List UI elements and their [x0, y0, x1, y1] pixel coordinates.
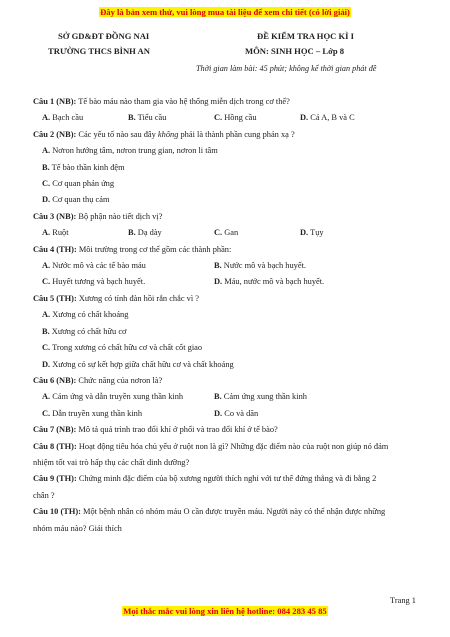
q6-option-d: D. Co và dãn	[214, 408, 259, 418]
question-2: Câu 2 (NB): Các yếu tố nào sau đây không phải là thành phần cung phản xạ ?	[33, 129, 295, 139]
q6-options-row1	[33, 389, 423, 405]
q6-options-row2	[33, 406, 423, 422]
dept-name: SỞ GD&ĐT ĐỒNG NAI	[58, 31, 150, 41]
question-8-cont: nhiệm tốt vai trò hấp thụ các chất dinh dưỡng?	[33, 457, 190, 467]
q2-label: Câu 2 (NB):	[33, 129, 77, 139]
q4-option-b: B. Nước mô và bạch huyết.	[214, 261, 307, 271]
question-4: Câu 4 (TH): Môi trường trong cơ thể gồm các thành phần:	[33, 244, 232, 254]
q1-option-c: C. Hồng cầu	[214, 113, 257, 123]
question-5: Câu 5 (TH): Xương có tính đàn hồi rắn chắc vì ?	[33, 293, 199, 303]
subject-title: MÔN: SINH HỌC – Lớp 8	[245, 46, 345, 56]
q6-option-c: C. Dẫn truyền xung thần kinh	[42, 408, 143, 418]
q1-option-d: D. Cả A, B và C	[300, 113, 355, 123]
bottom-banner	[0, 606, 450, 616]
q2-option-b: B. Tế bào thần kinh đệm	[42, 162, 125, 172]
q9-label: Câu 9 (TH):	[33, 474, 77, 484]
question-3: Câu 3 (NB): Bộ phận nào tiết dịch vị?	[33, 211, 163, 221]
question-9-cont: chân ?	[33, 490, 55, 500]
top-banner	[0, 7, 450, 17]
question-9: Câu 9 (TH): Chứng minh đặc điểm của bộ xương người thích nghi với tư thế đứng thẳng và đi bằng 2	[33, 474, 377, 484]
q4-option-c: C. Huyết tương và bạch huyết.	[42, 277, 146, 287]
q4-options-row1	[33, 258, 423, 274]
question-7: Câu 7 (NB): Mô tả quá trình trao đổi khí ở phổi và trao đổi khí ở tế bào?	[33, 425, 278, 435]
q1-text: Tế bào máu nào tham gia vào hệ thống miễn dịch trong cơ thể?	[76, 97, 290, 106]
question-1	[33, 94, 423, 110]
q4-options-row2	[33, 274, 423, 290]
q5-option-a: A. Xương có chất khoáng	[42, 310, 129, 320]
q6-label: Câu 6 (NB):	[33, 375, 77, 385]
q3-label: Câu 3 (NB):	[33, 211, 77, 221]
bottom-banner-text: Mọi thắc mắc vui lòng xin liên hệ hotline: 084 283 45 85	[123, 606, 327, 616]
q4-option-a: A. Nước mô và các tế bào máu	[42, 261, 146, 271]
q3-options	[33, 225, 423, 241]
q5-label: Câu 5 (TH):	[33, 293, 77, 303]
q3-option-b: B. Dạ dày	[128, 228, 162, 238]
q10-label: Câu 10 (TH):	[33, 507, 81, 517]
q3-option-a: A. Ruột	[42, 228, 69, 238]
q5-option-b: B. Xương có chất hữu cơ	[42, 326, 127, 336]
q8-label: Câu 8 (TH):	[33, 441, 77, 451]
q1-option-a: A. Bạch cầu	[42, 113, 84, 123]
q4-label: Câu 4 (TH):	[33, 244, 77, 254]
q2-option-c: C. Cơ quan phản ứng	[42, 179, 115, 189]
q5-option-c: C. Trong xương có chất hữu cơ và chất cốt giao	[42, 343, 203, 353]
q3-option-d: D. Tụy	[300, 228, 324, 238]
question-10-cont: nhóm máu nào? Giải thích	[33, 523, 122, 533]
question-10: Câu 10 (TH): Một bệnh nhân có nhóm máu O cần được truyền máu. Người này có thể nhận được những	[33, 507, 386, 517]
question-8: Câu 8 (TH): Hoạt động tiêu hóa chủ yếu ở ruột non là gì? Những đặc điểm nào của ruột non giúp nó đảm	[33, 441, 389, 451]
q7-label: Câu 7 (NB):	[33, 425, 77, 435]
question-list	[33, 94, 423, 537]
school-name: TRƯỜNG THCS BÌNH AN	[48, 46, 150, 56]
q1-option-b: B. Tiểu cầu	[128, 113, 167, 123]
q3-option-c: C. Gan	[214, 228, 239, 238]
q1-options	[33, 110, 423, 126]
q6-option-b: B. Cảm ứng xung thần kinh	[214, 392, 307, 402]
exam-title: ĐỀ KIỂM TRA HỌC KÌ I	[257, 31, 355, 41]
q2-option-d: D. Cơ quan thụ cảm	[42, 195, 110, 205]
q4-option-d: D. Máu, nước mô và bạch huyết.	[214, 277, 325, 287]
time-note: Thời gian làm bài: 45 phút; không kể thời gian phát đề	[196, 64, 377, 73]
q1-label: Câu 1 (NB):	[33, 97, 77, 106]
page-number: Trang 1	[390, 596, 416, 605]
q5-option-d: D. Xương có sự kết hợp giữa chất hữu cơ và chất khoáng	[42, 359, 234, 369]
question-6: Câu 6 (NB): Chức năng của nơron là?	[33, 375, 163, 385]
top-banner-text: Đây là bản xem thử, vui lòng mua tài liệu để xem chi tiết (có lời giải)	[100, 7, 350, 17]
q2-option-a: A. Nơron hướng tâm, nơron trung gian, nơron li tâm	[42, 146, 218, 156]
q6-option-a: A. Cảm ứng và dẫn truyền xung thần kinh	[42, 392, 184, 402]
